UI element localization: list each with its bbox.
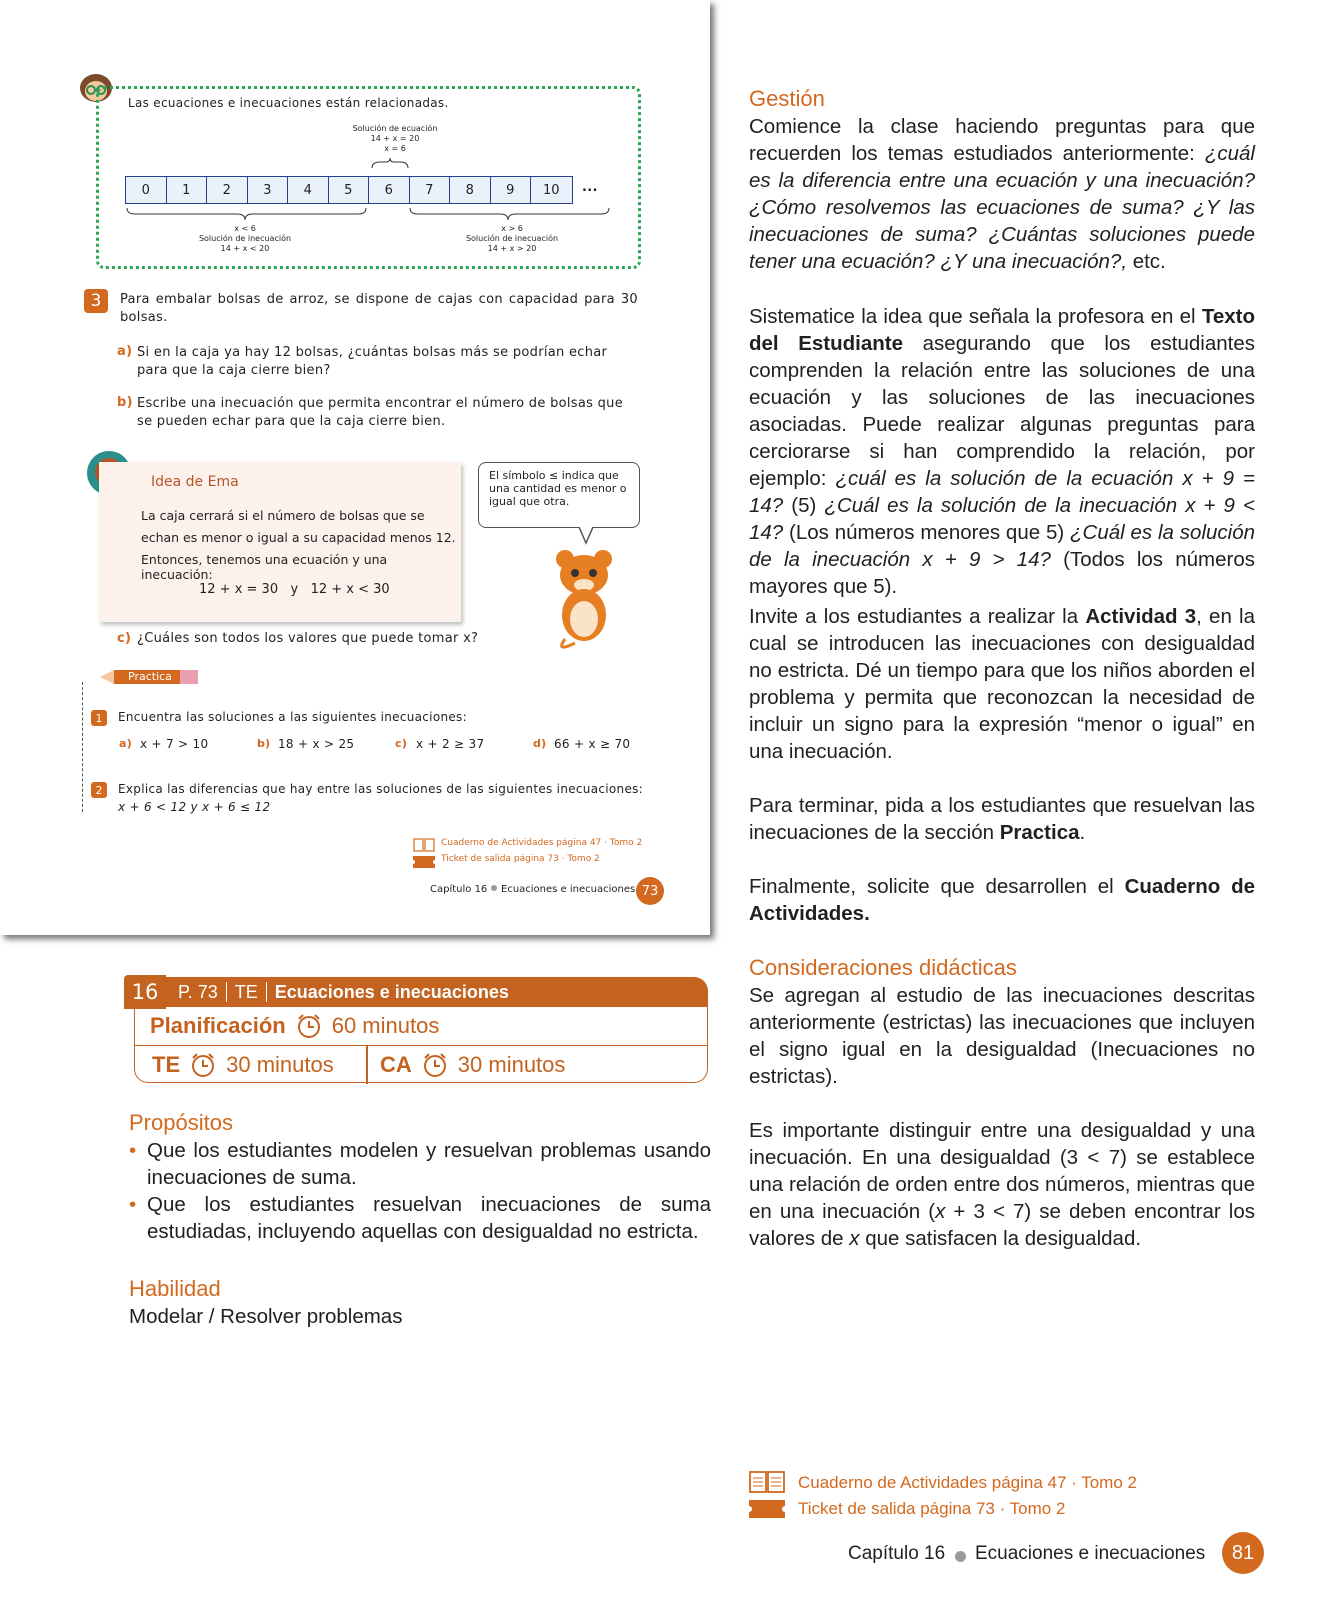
page-number: 81 (1222, 1532, 1264, 1574)
exercise-item: 18 + x > 25 (278, 737, 355, 751)
practica-bracket (82, 682, 83, 812)
te-time: 30 minutos (226, 1052, 334, 1077)
exercise-item-letter: b) (257, 737, 271, 750)
consideraciones-paragraph-1: Se agregan al estudio de las inecuaciones descritas anteriormente (estrictas) las inecuaciones que incluyen el signo igual en la desigualdad (Inecuaciones no estrictas). (749, 984, 1255, 1088)
equation-solution-label: Solución de ecuación 14 + x = 20 x = 6 (352, 124, 438, 153)
workbook-icon (749, 1470, 785, 1498)
question-number-badge: 3 (84, 289, 108, 313)
proposito-item: • Que los estudiantes modelen y resuelvan problemas usando inecuaciones de suma. (129, 1139, 711, 1189)
question-3-text: Para embalar bolsas de arroz, se dispone de cajas con capacidad para 30 bolsas. (120, 292, 638, 325)
number-cell: 9 (491, 177, 532, 203)
part-c-letter: c) (117, 631, 132, 646)
exercise-number-badge: 2 (91, 782, 107, 798)
gestion-paragraph-5: Finalmente, solicite que desarrollen el Cuaderno de Actividades. (749, 875, 1256, 925)
sp-footer-topic: Ecuaciones e inecuaciones (501, 884, 636, 895)
number-cell: 10 (531, 177, 572, 203)
bullet: • (129, 1139, 137, 1162)
ca-time-cell (380, 1052, 565, 1078)
lesson-title: Ecuaciones e inecuaciones (274, 981, 509, 1002)
number-cell: 2 (207, 177, 248, 203)
cell-divider (366, 1046, 368, 1084)
footer-dot (955, 1551, 966, 1562)
number-cell: 1 (167, 177, 208, 203)
consideraciones-heading: Consideraciones didácticas (749, 955, 1017, 980)
number-cell: 6 (369, 177, 410, 203)
number-cell: 7 (410, 177, 451, 203)
brace-top (370, 158, 410, 170)
practica-label: Practica (128, 670, 172, 683)
part-c-text: ¿Cuáles son todos los valores que puede tomar x? (137, 631, 479, 646)
gestion-paragraph-4: Para terminar, pida a los estudiantes que resuelvan las inecuaciones de la sección Practica. (749, 794, 1255, 844)
propositos-heading: Propósitos (129, 1110, 233, 1135)
part-b-text: Escribe una inecuación que permita encontrar el número de bolsas que se pueden echar para que la caja cierre bien. (137, 396, 624, 429)
page-reference: P. 73 (178, 981, 218, 1002)
brace-right (408, 206, 613, 220)
workbook-ref: Cuaderno de Actividades página 47 · Tomo 2 (441, 838, 643, 848)
part-a-letter: a) (117, 344, 133, 359)
idea-line-2: echan es menor o igual a su capacidad menos 12. (141, 530, 456, 545)
workbook-reference: Cuaderno de Actividades página 47 · Tomo 2 (798, 1473, 1137, 1492)
consideraciones-paragraph-2: Es importante distinguir entre una desigualdad y una inecuación. En una desigualdad (3 < 7) se establece una relación de orden entre dos números, mientras que en una inecuación (x + 3 < 7) se deben encontrar los valores de x que satisfacen la desigualdad. (749, 1119, 1256, 1250)
exercise-2-equations: x + 6 < 12 y x + 6 ≤ 12 (118, 800, 271, 814)
habilidad-text: Modelar / Resolver problemas (129, 1305, 403, 1328)
number-cell: 5 (329, 177, 370, 203)
ticket-reference: Ticket de salida página 73 · Tomo 2 (798, 1499, 1066, 1518)
clock-icon (422, 1052, 448, 1078)
relationship-intro: Las ecuaciones e inecuaciones están relacionadas. (128, 96, 449, 110)
sp-page-number: 73 (636, 877, 664, 905)
lesson-title-bar (166, 977, 708, 1007)
ticket-ref: Ticket de salida página 73 · Tomo 2 (441, 854, 600, 864)
planning-total-row (150, 1013, 439, 1039)
te-tag: TE (234, 981, 258, 1002)
number-cell: 4 (288, 177, 329, 203)
exercise-item: x + 7 > 10 (140, 737, 209, 751)
te-label: TE (152, 1052, 181, 1077)
number-line-ellipsis: ... (582, 180, 598, 195)
planning-label: Planificación (150, 1013, 286, 1038)
exercise-1-text: Encuentra las soluciones a las siguientes inecuaciones: (118, 710, 467, 724)
right-inequality-label: x > 6 Solución de inecuación 14 + x > 20 (465, 224, 559, 253)
footer-topic: Ecuaciones e inecuaciones (975, 1543, 1206, 1564)
gestion-heading: Gestión (749, 86, 825, 111)
ticket-icon (749, 1500, 785, 1522)
hamster-mascot-icon (545, 545, 625, 659)
brace-left (125, 206, 370, 220)
idea-note-card (99, 462, 461, 622)
idea-title: Idea de Ema (151, 474, 239, 490)
proposito-item: • Que los estudiantes resuelvan inecuaciones de suma estudiadas, incluyendo aquellas con desigualdad no estricta. (129, 1193, 711, 1243)
clock-icon (190, 1052, 216, 1078)
bubble-tail (578, 527, 594, 545)
number-cell: 0 (126, 177, 167, 203)
part-b-letter: b) (117, 395, 133, 410)
ticket-icon (413, 853, 435, 872)
ca-label: CA (380, 1052, 412, 1077)
planning-split-row (134, 1045, 708, 1083)
exercise-number-badge: 1 (91, 710, 107, 726)
gestion-paragraph-1: Comience la clase haciendo preguntas para que recuerden los temas estudiados anteriormente: ¿cuál es la diferencia entre una ecuación y una inecuación? ¿Cómo resolvemos las ecuaciones de suma? ¿Y las inecuaciones de suma? ¿Cuántas soluciones puede tener una ecuación? ¿Y una inecuación?, etc. (749, 115, 1255, 273)
gestion-paragraph-3: Invite a los estudiantes a realizar la Actividad 3, en la cual se introducen las inecuaciones con desigualdad no estricta. Dé un tiempo para que los niños aborden el problema y permita que reconozcan la necesidad de incluir un signo para la expresión “menor o igual” en una inecuación. (749, 605, 1255, 763)
number-cell: 8 (450, 177, 491, 203)
separator (266, 982, 267, 1002)
gestion-paragraph-2: Sistematice la idea que señala la profesora en el Texto del Estudiante asegurando que los estudiantes comprenden la relación entre las soluciones de una ecuación y las soluciones de las inecuaciones asociadas. Puede realizar algunas preguntas para cerciorarse si han comprendido la relación, por ejemplo: ¿cuál es la solución de la ecuación x + 9 = 14? (5) ¿Cuál es la solución de la inecuación x + 9 < 14? (Los números menores que 5) ¿Cuál es la solución de la inecuación x + 9 > 14? (Todos los números mayores que 5). (749, 305, 1256, 598)
sp-footer-dot (491, 885, 497, 891)
idea-line-3: Entonces, tenemos una ecuación y una inecuación: (141, 552, 388, 582)
idea-line-1: La caja cerrará si el número de bolsas que se (141, 508, 425, 523)
part-a-text: Si en la caja ya hay 12 bolsas, ¿cuántas bolsas más se podrían echar para que la caja cierre bien? (137, 345, 608, 378)
exercise-item: 66 + x ≥ 70 (554, 737, 631, 751)
separator (226, 982, 227, 1002)
footer-chapter: Capítulo 16 (848, 1543, 946, 1564)
bullet: • (129, 1193, 137, 1216)
exercise-item-letter: c) (395, 737, 408, 750)
planning-time: 60 minutos (331, 1013, 440, 1038)
exercise-item-letter: a) (119, 737, 133, 750)
student-page-thumbnail (0, 0, 710, 935)
exercise-2-text: Explica las diferencias que hay entre las soluciones de las siguientes inecuaciones: (118, 782, 644, 796)
ca-time: 30 minutos (457, 1052, 566, 1077)
speech-bubble: El símbolo ≤ indica que una cantidad es menor o igual que otra. (478, 462, 640, 528)
left-inequality-label: x < 6 Solución de inecuación 14 + x < 20 (198, 224, 292, 253)
te-time-cell (152, 1052, 334, 1078)
idea-equations: 12 + x = 30 y 12 + x < 30 (199, 582, 390, 597)
number-cell: 3 (248, 177, 289, 203)
habilidad-heading: Habilidad (129, 1276, 221, 1301)
clock-icon (296, 1013, 322, 1039)
chapter-number: 16 (124, 975, 166, 1009)
exercise-item-letter: d) (533, 737, 547, 750)
number-line (125, 176, 573, 204)
exercise-item: x + 2 ≥ 37 (416, 737, 485, 751)
sp-footer-chapter: Capítulo 16 (430, 884, 488, 895)
